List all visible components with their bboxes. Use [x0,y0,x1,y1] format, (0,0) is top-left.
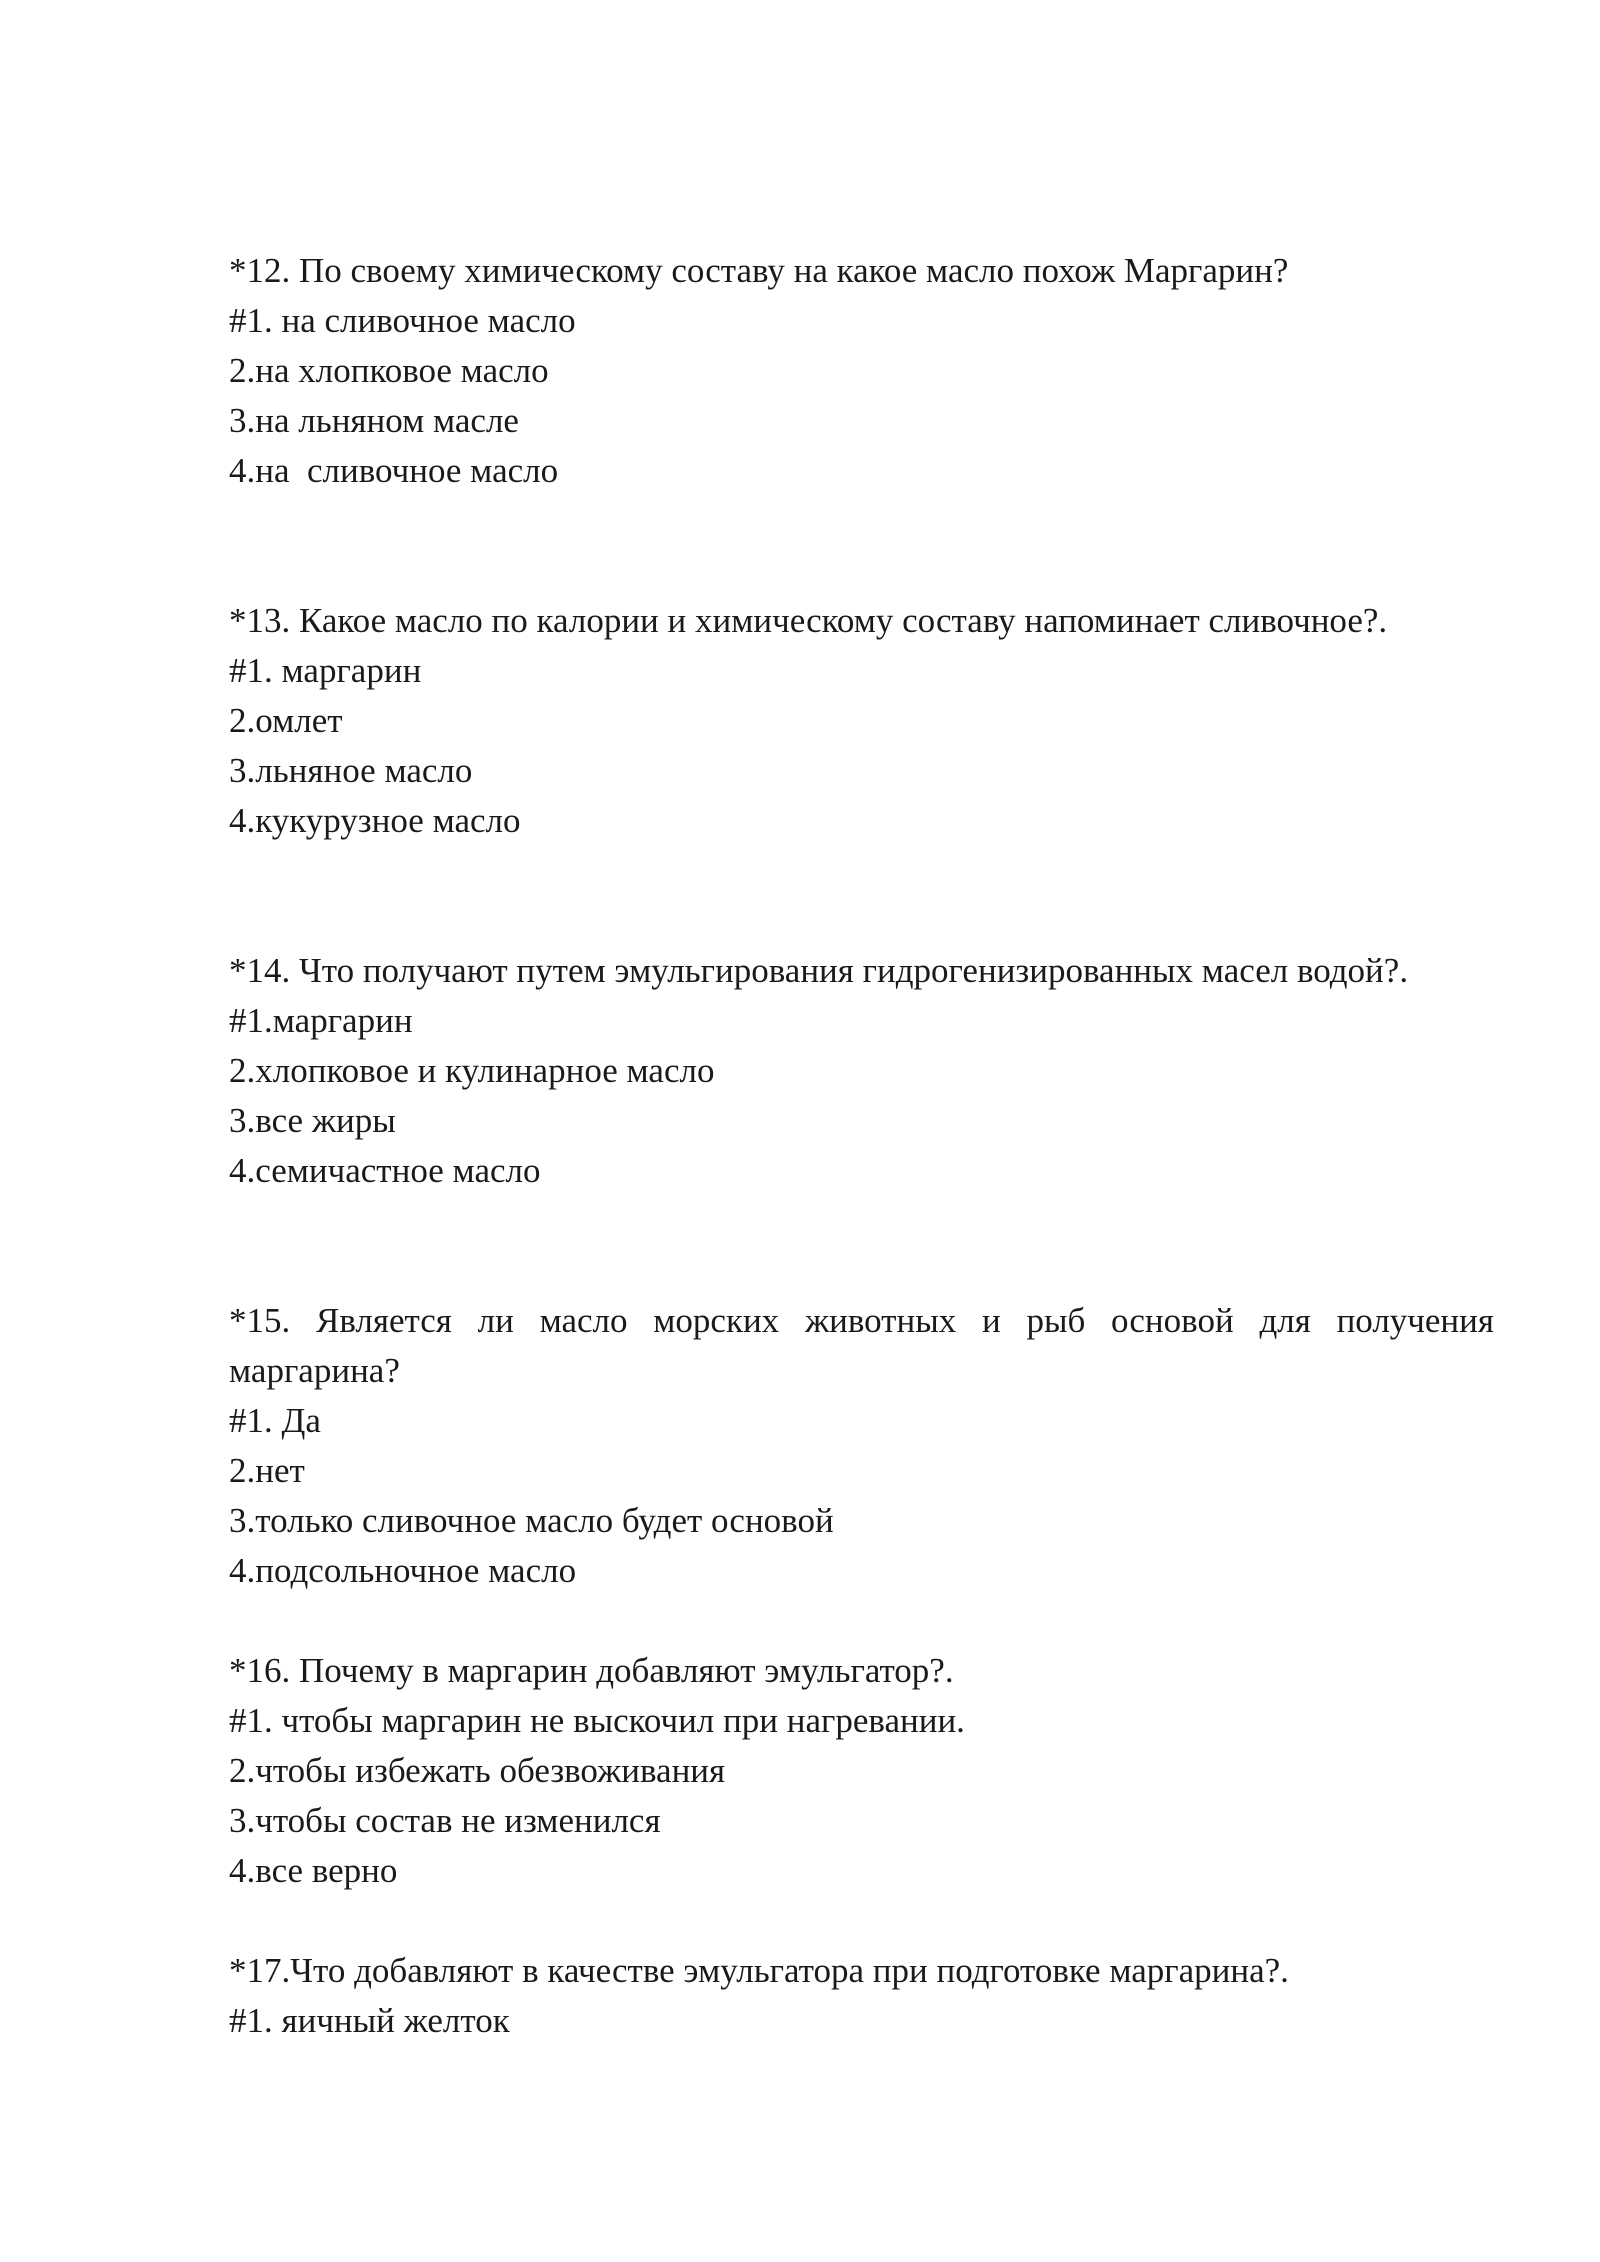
answer-option: 3.льняное масло [229,751,473,790]
answer-option: 4.на сливочное масло [229,451,559,490]
question-12 [229,246,1494,496]
answer-option: 2.омлет [229,701,343,740]
spacer [229,1196,1494,1296]
answer-option: 3.на льняном масле [229,401,519,440]
answer-option: 2.чтобы избежать обезвоживания [229,1751,726,1790]
answer-option: 4.семичастное масло [229,1151,541,1190]
answer-option: #1. маргарин [229,651,422,690]
question-15 [229,1296,1494,1596]
question-16 [229,1646,1494,1896]
spacer [229,846,1494,946]
question-text: *12. По своему химическому составу на какое масло похож Маргарин? [229,251,1289,290]
answer-option: 2.нет [229,1451,305,1490]
question-13 [229,596,1494,846]
answer-option: 4.подсольночное масло [229,1551,577,1590]
answer-option: 2.на хлопковое масло [229,351,549,390]
answer-option: 4.все верно [229,1851,398,1890]
spacer [229,1896,1494,1946]
spacer [229,1596,1494,1646]
question-text: *15. Является ли масло морских животных и рыб основой для получения маргарина? [229,1301,1494,1390]
question-17 [229,1946,1494,2046]
question-text: *16. Почему в маргарин добавляют эмульгатор?. [229,1651,954,1690]
question-text: *14. Что получают путем эмульгирования гидрогенизированных масел водой?. [229,951,1409,990]
answer-option: 3.только сливочное масло будет основой [229,1501,834,1540]
answer-option: 3.чтобы состав не изменился [229,1801,661,1840]
question-14 [229,946,1494,1196]
answer-option: 4.кукурузное масло [229,801,521,840]
answer-option: #1.маргарин [229,1001,413,1040]
question-text: *13. Какое масло по калории и химическому составу напоминает сливочное?. [229,601,1388,640]
answer-option: #1. яичный желток [229,2001,510,2040]
answer-option: 2.хлопковое и кулинарное масло [229,1051,715,1090]
answer-option: #1. Да [229,1401,321,1440]
spacer [229,496,1494,596]
answer-option: 3.все жиры [229,1101,396,1140]
document-body [229,246,1494,2046]
answer-option: #1. чтобы маргарин не выскочил при нагревании. [229,1701,965,1740]
question-text: *17.Что добавляют в качестве эмульгатора при подготовке маргарина?. [229,1951,1289,1990]
answer-option: #1. на сливочное масло [229,301,576,340]
